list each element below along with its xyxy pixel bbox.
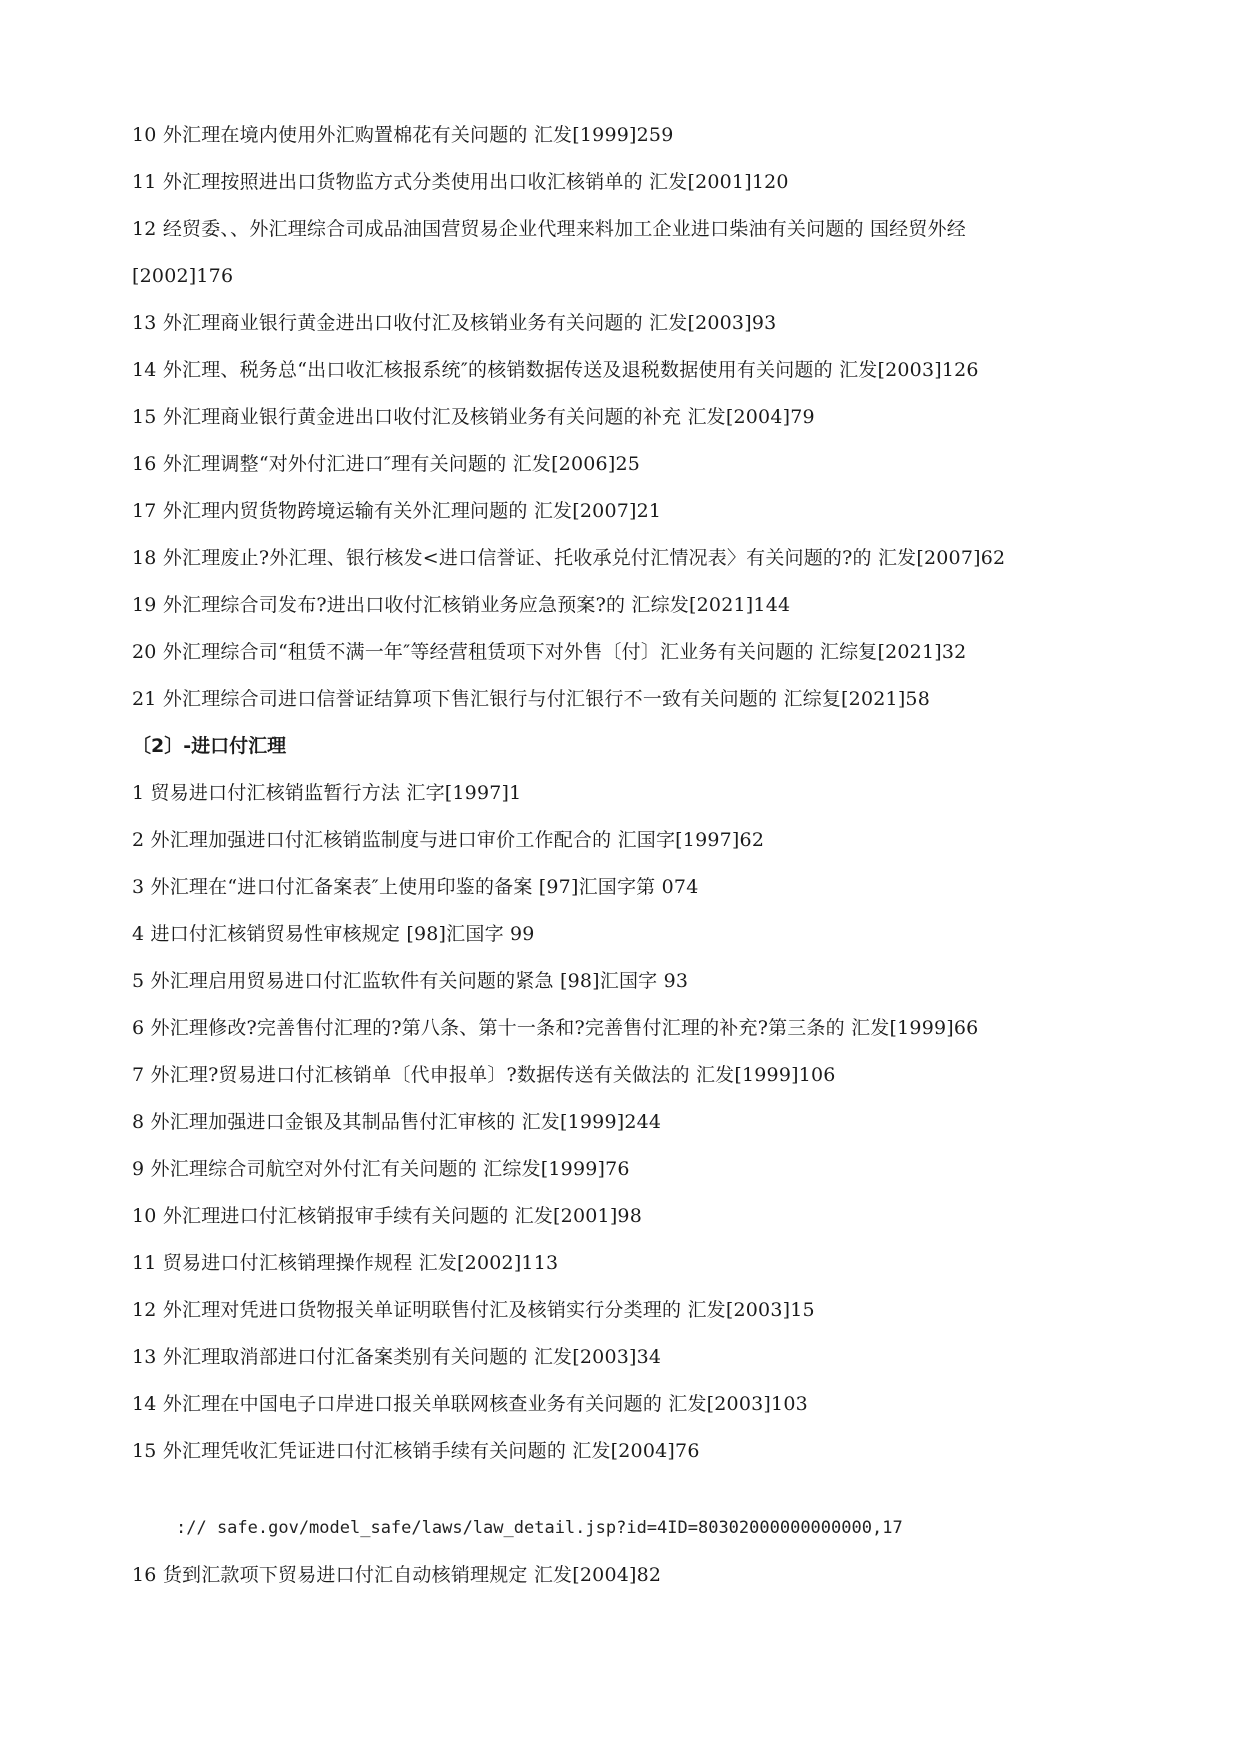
list-item: 14 外汇理、税务总“出口收汇核报系统″的核销数据传送及退税数据使用有关问题的 汇发[2003]126 (132, 359, 979, 381)
list-item: 12 外汇理对凭进口货物报关单证明联售付汇及核销实行分类理的 汇发[2003]15 (132, 1299, 815, 1321)
document-page (132, 112, 1122, 1599)
source-url: :// safe.gov/model_safe/laws/law_detail.jsp?id=4ID=80302000000000000,17 (176, 1518, 903, 1538)
list-item: 10 外汇理进口付汇核销报审手续有关问题的 汇发[2001]98 (132, 1205, 643, 1227)
list-item: 15 外汇理商业银行黄金进出口收付汇及核销业务有关问题的补充 汇发[2004]79 (132, 406, 815, 428)
list-item: 21 外汇理综合司进口信誉证结算项下售汇银行与付汇银行不一致有关问题的 汇综复[2021]58 (132, 688, 931, 710)
list-item: 3 外汇理在“进口付汇备案表″上使用印鉴的备案 [97]汇国字第 074 (132, 876, 699, 898)
list-item: 16 货到汇款项下贸易进口付汇自动核销理规定 汇发[2004]82 (132, 1564, 662, 1586)
list-part1 (132, 112, 1122, 723)
list-item: 18 外汇理废止?外汇理、银行核发<进口信誉证、托收承兑付汇情况表〉有关问题的?的 汇发[2007]62 (132, 547, 1006, 569)
list-item: 5 外汇理启用贸易进口付汇监软件有关问题的紧急 [98]汇国字 93 (132, 970, 689, 992)
spacer (132, 1475, 1122, 1505)
list-item: 2 外汇理加强进口付汇核销监制度与进口审价工作配合的 汇国字[1997]62 (132, 829, 765, 851)
list-item: 7 外汇理?贸易进口付汇核销单〔代申报单〕?数据传送有关做法的 汇发[1999]106 (132, 1064, 836, 1086)
list-item: 13 外汇理取消部进口付汇备案类别有关问题的 汇发[2003]34 (132, 1346, 662, 1368)
list-item: 11 外汇理按照进出口货物监方式分类使用出口收汇核销单的 汇发[2001]120 (132, 171, 789, 193)
list-item: 9 外汇理综合司航空对外付汇有关问题的 汇综发[1999]76 (132, 1158, 630, 1180)
list-item: 16 外汇理调整“对外付汇进口″理有关问题的 汇发[2006]25 (132, 453, 641, 475)
list-item: 15 外汇理凭收汇凭证进口付汇核销手续有关问题的 汇发[2004]76 (132, 1440, 700, 1462)
list-item: 19 外汇理综合司发布?进出口收付汇核销业务应急预案?的 汇综发[2021]144 (132, 594, 791, 616)
section-heading: 〔2〕-进口付汇理 (132, 735, 287, 757)
list-part3 (132, 1552, 1122, 1599)
list-item: 4 进口付汇核销贸易性审核规定 [98]汇国字 99 (132, 923, 535, 945)
list-item: 13 外汇理商业银行黄金进出口收付汇及核销业务有关问题的 汇发[2003]93 (132, 312, 777, 334)
list-part2 (132, 770, 1122, 1475)
list-item: 12 经贸委、、外汇理综合司成品油国营贸易企业代理来料加工企业进口柴油有关问题的 国经贸外经 (132, 218, 966, 240)
list-item: 20 外汇理综合司“租赁不满一年″等经营租赁项下对外售〔付〕汇业务有关问题的 汇综复[2021]32 (132, 641, 967, 663)
list-item: 17 外汇理内贸货物跨境运输有关外汇理问题的 汇发[2007]21 (132, 500, 662, 522)
list-item: 10 外汇理在境内使用外汇购置棉花有关问题的 汇发[1999]259 (132, 124, 674, 146)
list-item: 11 贸易进口付汇核销理操作规程 汇发[2002]113 (132, 1252, 559, 1274)
list-item-continuation: [2002]176 (132, 265, 234, 287)
list-item: 14 外汇理在中国电子口岸进口报关单联网核查业务有关问题的 汇发[2003]103 (132, 1393, 808, 1415)
list-item: 6 外汇理修改?完善售付汇理的?第八条、第十一条和?完善售付汇理的补充?第三条的 汇发[1999]66 (132, 1017, 979, 1039)
list-item: 1 贸易进口付汇核销监暂行方法 汇字[1997]1 (132, 782, 522, 804)
list-item: 8 外汇理加强进口金银及其制品售付汇审核的 汇发[1999]244 (132, 1111, 662, 1133)
